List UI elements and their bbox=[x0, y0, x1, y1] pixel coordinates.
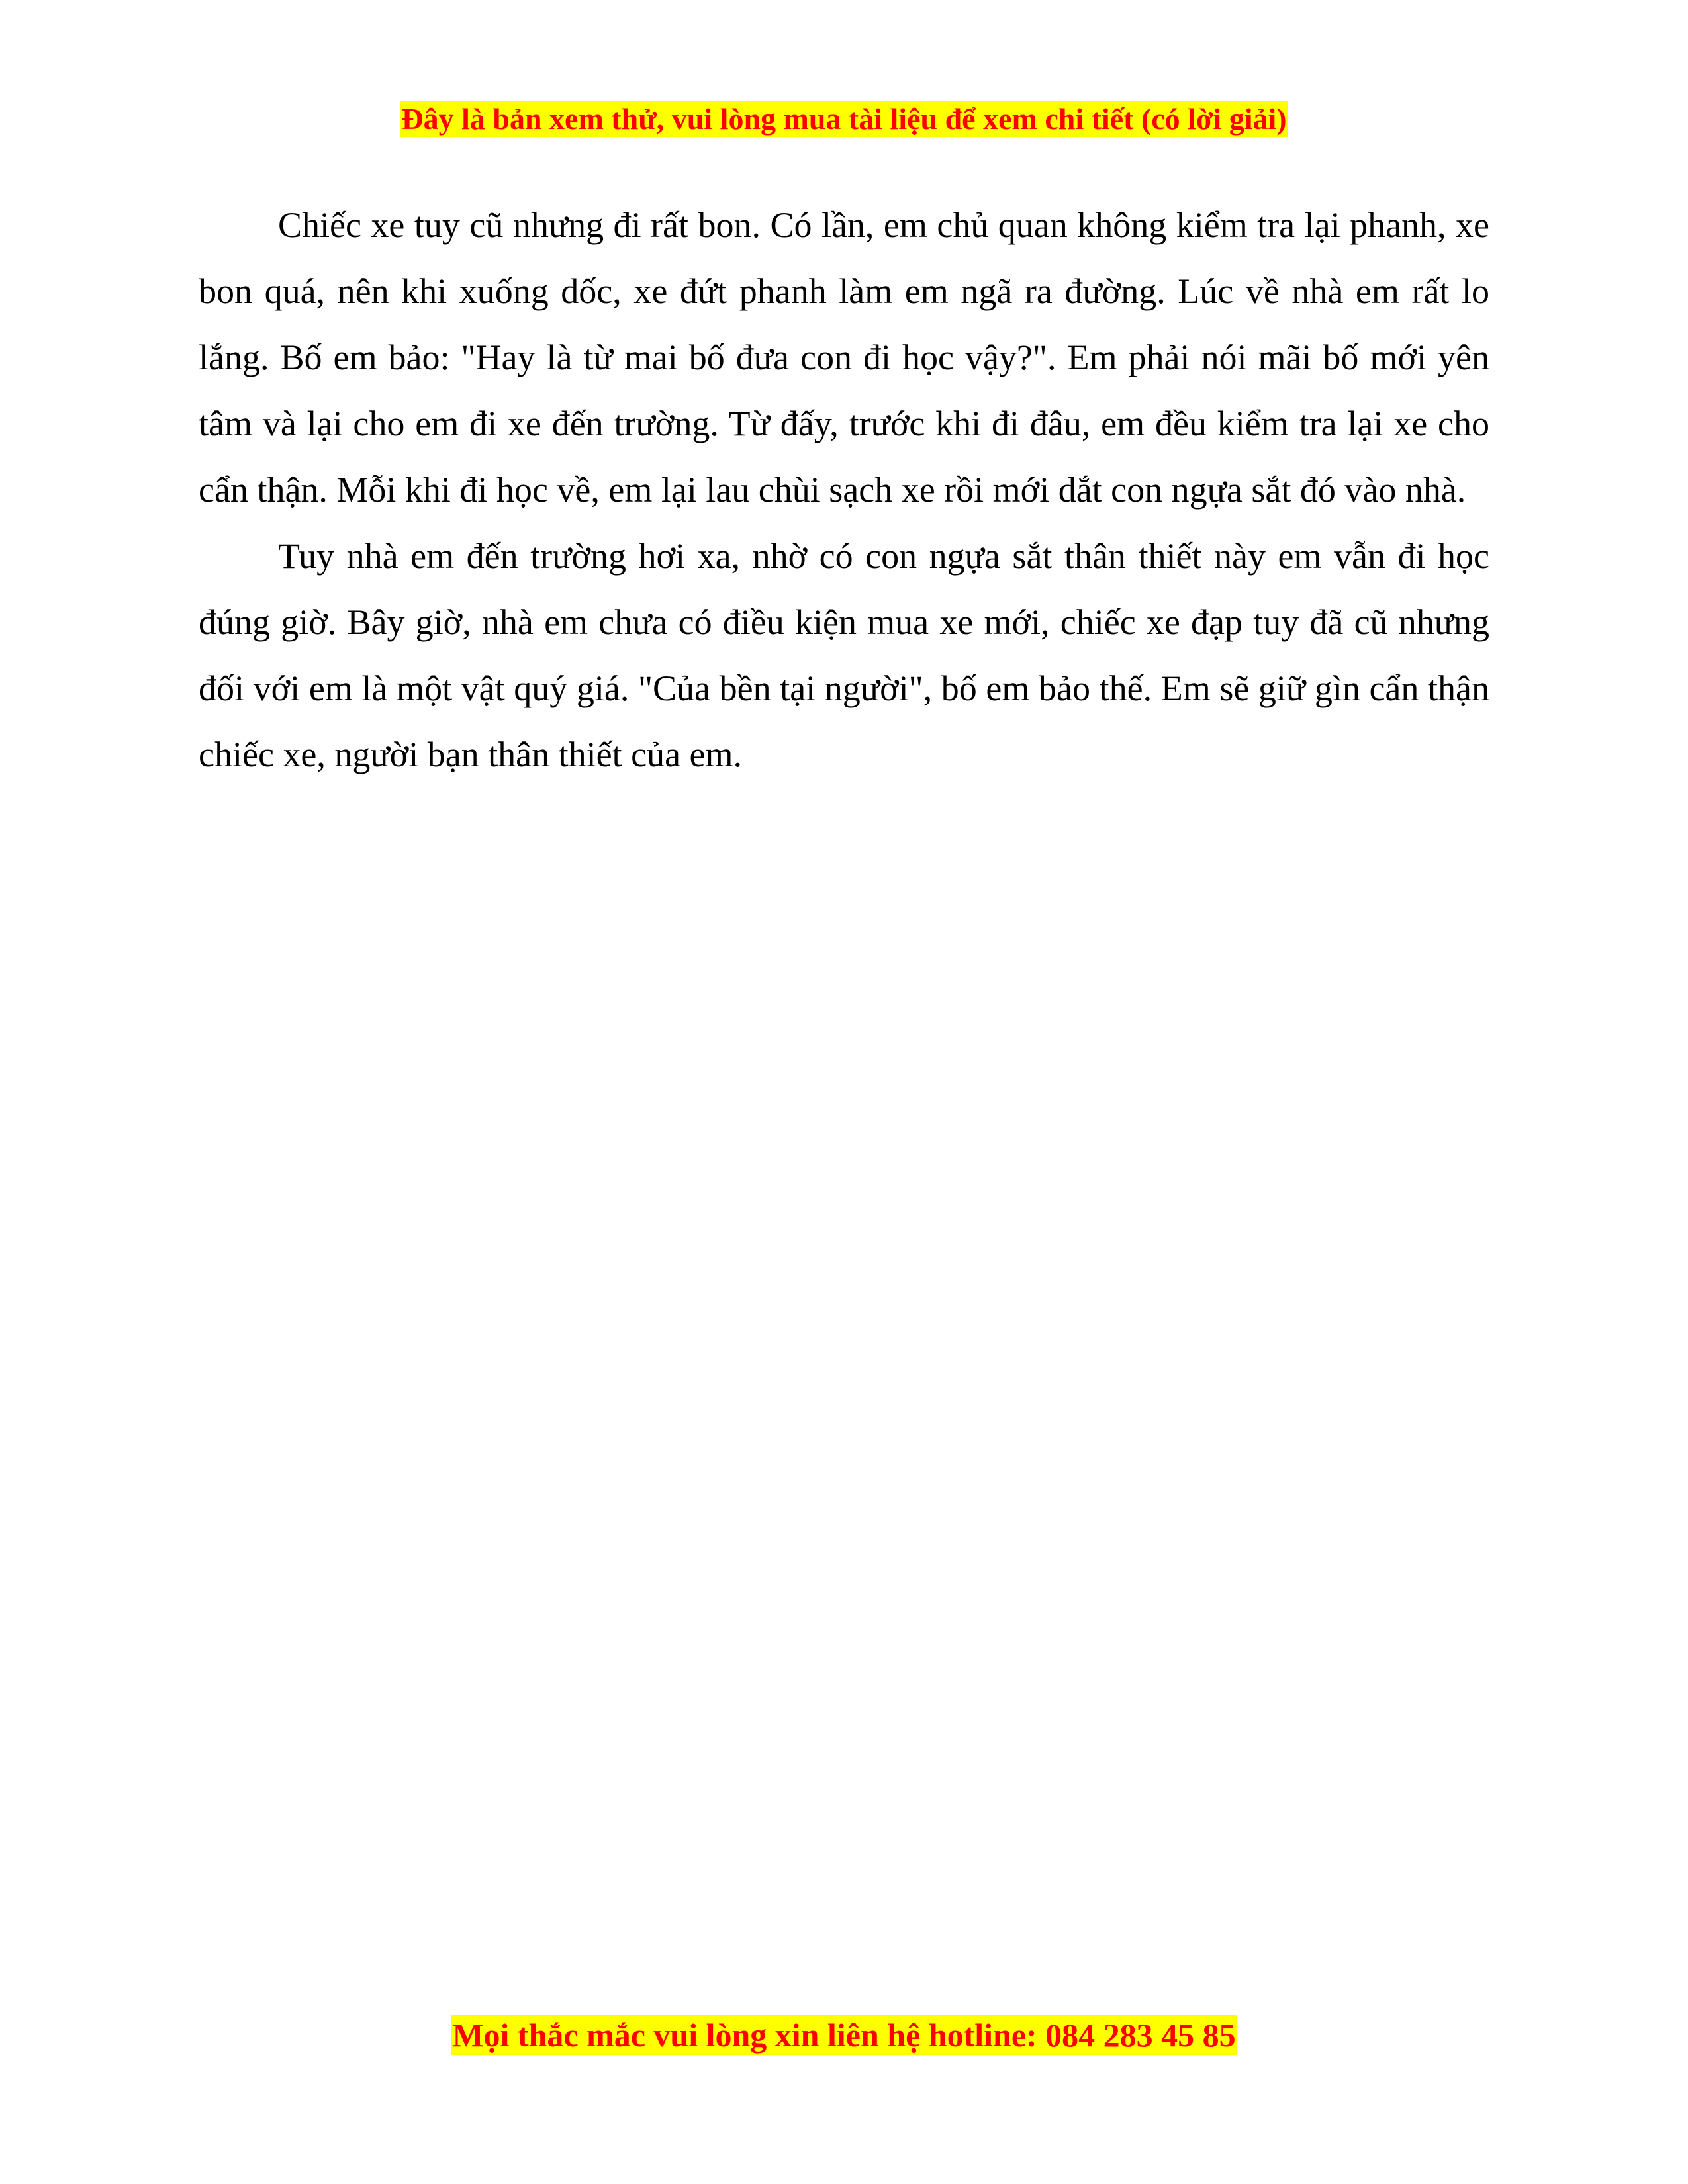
preview-notice-banner bbox=[0, 98, 1688, 140]
hotline-notice-banner bbox=[0, 2012, 1688, 2058]
preview-notice-text: Đây là bản xem thử, vui lòng mua tài liệu để xem chi tiết (có lời giải) bbox=[401, 102, 1287, 136]
paragraph-1: Chiếc xe tuy cũ nhưng đi rất bon. Có lần, em chủ quan không kiểm tra lại phanh, xe bon quá, nên khi xuống dốc, xe đứt phanh làm em ngã ra đường. Lúc về nhà em rất lo lắng. Bố em bảo: "Hay là từ mai bố đưa con đi học vậy?". Em phải nói mãi bố mới yên tâm và lại cho em đi xe đến trường. Từ đấy, trước khi đi đâu, em đều kiểm tra lại xe cho cẩn thận. Mỗi khi đi học về, em lại lau chùi sạch xe rồi mới dắt con ngựa sắt đó vào nhà. bbox=[199, 205, 1489, 510]
paragraph-2: Tuy nhà em đến trường hơi xa, nhờ có con ngựa sắt thân thiết này em vẫn đi học đúng giờ. Bây giờ, nhà em chưa có điều kiện mua xe mới, chiếc xe đạp tuy đã cũ nhưng đối với em là một vật quý giá. "Của bền tại người", bố em bảo thế. Em sẽ giữ gìn cẩn thận chiếc xe, người bạn thân thiết của em. bbox=[199, 536, 1489, 774]
hotline-notice-text: Mọi thắc mắc vui lòng xin liên hệ hotline: 084 283 45 85 bbox=[452, 2017, 1236, 2054]
document-body bbox=[199, 192, 1489, 788]
